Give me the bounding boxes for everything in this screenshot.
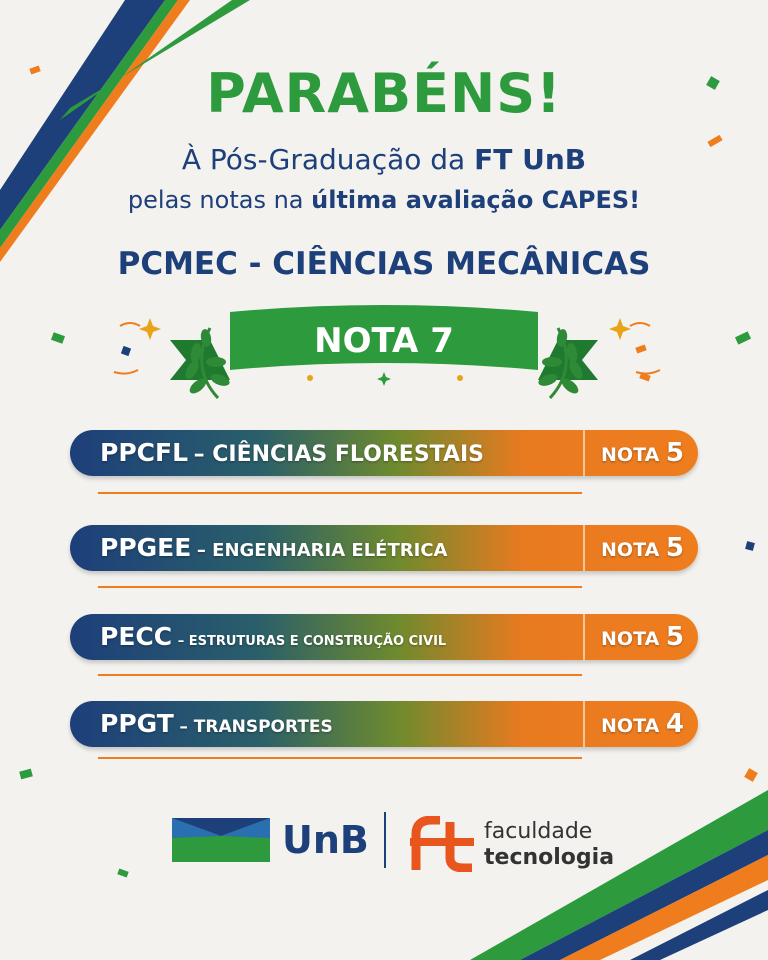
unb-logo-text: UnB — [282, 818, 369, 862]
grade-value: 5 — [665, 438, 684, 468]
divider-line — [98, 586, 582, 588]
program-grade — [583, 525, 684, 571]
unb-flag-icon — [172, 818, 270, 862]
program-desc: – ESTRUTURAS E CONSTRUÇÃO CIVIL — [177, 634, 447, 649]
subtitle-line-2-prefix: pelas notas na — [127, 186, 304, 214]
subtitle-line-2 — [0, 186, 768, 214]
page-title: PARABÉNS! — [206, 62, 562, 125]
program-code: PECC — [100, 622, 173, 651]
grade-label: NOTA — [601, 539, 660, 561]
grade-label: NOTA — [601, 715, 660, 737]
divider-line — [98, 492, 582, 494]
ft-logo-line-1: faculdade — [484, 819, 593, 844]
program-row-pecc — [70, 614, 698, 660]
program-grade — [583, 430, 684, 476]
program-grade — [583, 701, 684, 747]
ft-logo-icon — [410, 816, 476, 872]
program-code: PPCFL — [100, 438, 189, 467]
footer-logos — [0, 800, 768, 890]
subtitle-line-1 — [0, 143, 768, 176]
program-name — [100, 614, 446, 660]
ribbon-graphic — [100, 298, 668, 408]
ft-logo-line-2: tecnologia — [484, 845, 615, 870]
program-desc: – ENGENHARIA ELÉTRICA — [196, 540, 448, 561]
divider-line — [98, 757, 582, 759]
grade-value: 5 — [665, 533, 684, 563]
subtitle-line-1-bold: FT UnB — [474, 143, 587, 176]
program-code: PPGEE — [100, 533, 192, 562]
grade-value: 5 — [665, 622, 684, 652]
grade-label: NOTA — [601, 444, 660, 466]
program-name — [100, 525, 447, 571]
program-row-ppgt — [70, 701, 698, 747]
program-grade — [583, 614, 684, 660]
divider-line — [98, 674, 582, 676]
program-row-ppgee — [70, 525, 698, 571]
subtitle-line-2-bold: última avaliação CAPES! — [311, 186, 641, 214]
program-name — [100, 701, 333, 747]
grade-value: 4 — [665, 709, 684, 739]
program-row-ppcfl — [70, 430, 698, 476]
featured-grade-badge — [100, 298, 668, 408]
program-name — [100, 430, 484, 476]
featured-grade: NOTA 7 — [314, 321, 454, 361]
featured-program-title: PCMEC - CIÊNCIAS MECÂNICAS — [117, 246, 651, 282]
subtitle-line-1-prefix: À Pós-Graduação da — [181, 143, 466, 176]
program-code: PPGT — [100, 709, 174, 738]
grade-label: NOTA — [601, 628, 660, 650]
program-desc: – CIÊNCIAS FLORESTAIS — [193, 442, 485, 467]
logo-divider — [384, 812, 386, 868]
program-desc: – TRANSPORTES — [179, 717, 333, 737]
